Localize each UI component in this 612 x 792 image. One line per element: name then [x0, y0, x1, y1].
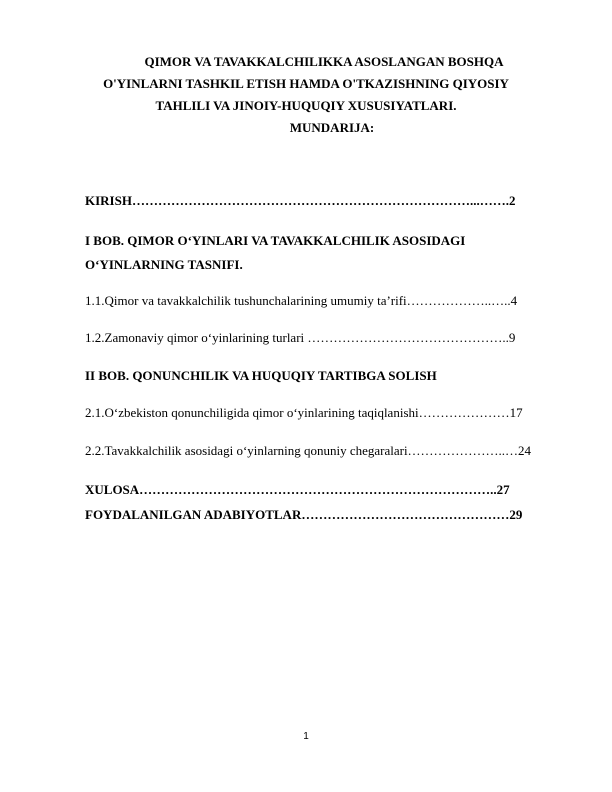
toc-heading: MUNDARIJA: — [289, 120, 375, 135]
title-line-2: O'YINLARNI TASHKIL ETISH HAMDA O'TKAZISHNING QIYOSIY — [103, 76, 509, 91]
toc-entry-kirish: KIRISH……………………………………………………………………...…….2 — [85, 193, 516, 208]
toc-entry-1-1: 1.1.Qimor va tavakkalchilik tushunchalarining umumiy ta’rifi………………..…..4 — [85, 293, 518, 308]
toc-chapter-1-line-1: I BOB. QIMOR O‘YINLARI VA TAVAKKALCHILIK ASOSIDAGI — [85, 233, 466, 248]
toc-chapter-1-line-2: O‘YINLARNING TASNIFI. — [85, 257, 243, 272]
toc-chapter-2: II BOB. QONUNCHILIK VA HUQUQIY TARTIBGA SOLISH — [85, 368, 437, 383]
toc-entry-2-1: 2.1.O‘zbekiston qonunchiligida qimor o‘yinlarining taqiqlanishi…………………17 — [85, 405, 523, 420]
title-line-1: QIMOR VA TAVAKKALCHILIKKA ASOSLANGAN BOSHQA — [144, 54, 504, 69]
toc-entry-adabiyotlar: FOYDALANILGAN ADABIYOTLAR…………………………………………29 — [85, 507, 523, 522]
page-number: 1 — [303, 731, 309, 742]
toc-entry-2-2: 2.2.Tavakkalchilik asosidagi o‘yinlarning qonuniy chegaralari…………………..…24 — [85, 443, 532, 458]
title-line-3: TAHLILI VA JINOIY-HUQUQIY XUSUSIYATLARI. — [155, 98, 457, 113]
toc-chapter-1 — [85, 229, 545, 277]
toc-entry-xulosa: XULOSA………………………………………………………………………..27 — [85, 482, 510, 497]
toc-entry-1-2: 1.2.Zamonaviy qimor o‘yinlarining turlari ………………………………………..9 — [85, 330, 516, 345]
document-title — [85, 51, 527, 139]
